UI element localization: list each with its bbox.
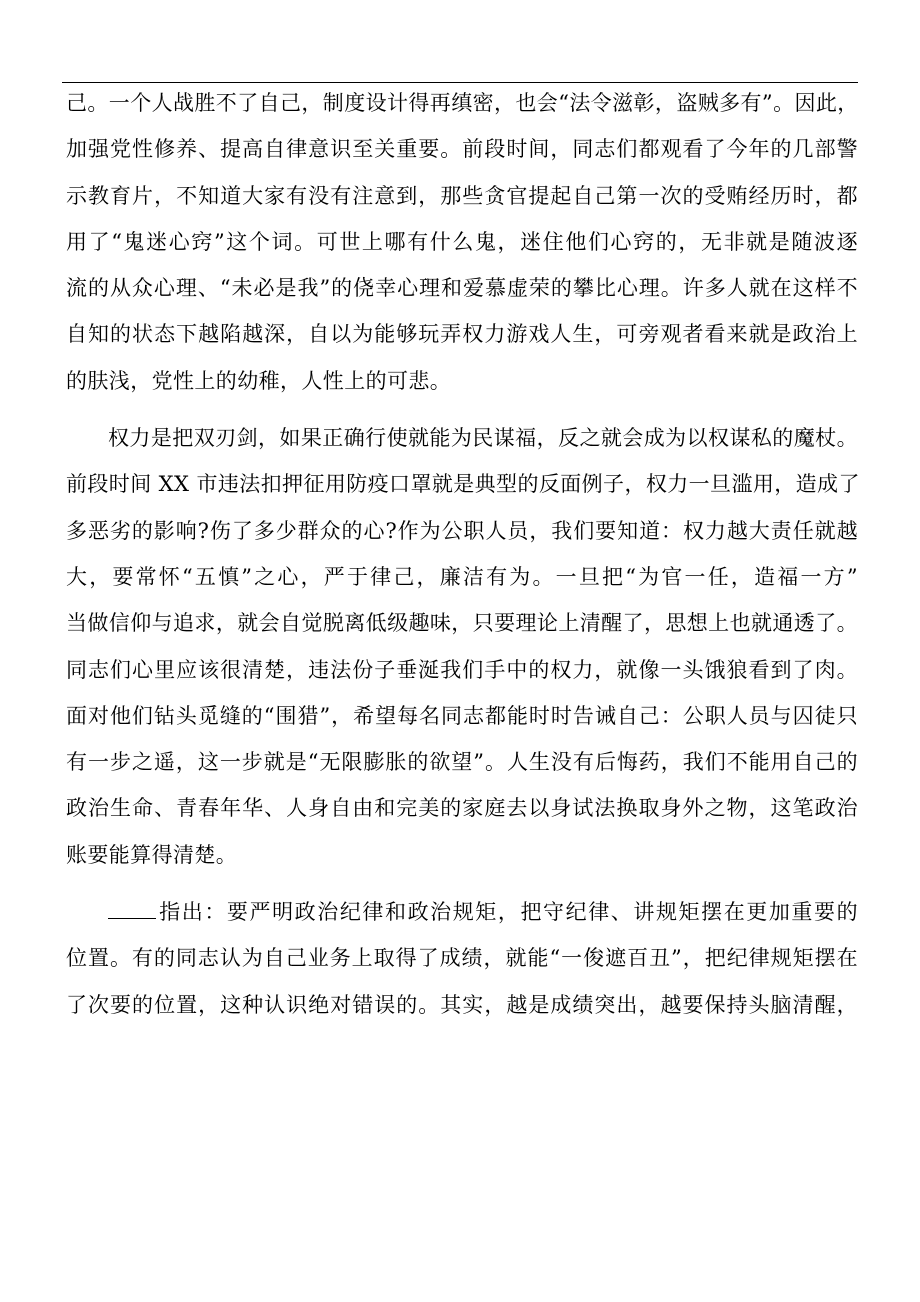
text-line: 账要能算得清楚。 (66, 842, 238, 867)
text-line: 位置。有的同志认为自己业务上取得了成绩，就能“一俊遮百丑”，把纪律规矩摆在 (66, 946, 858, 971)
paragraph-3 (66, 889, 858, 1028)
text-line: 用了“鬼迷心窍”这个词。可世上哪有什么鬼，迷住他们心窍的，无非就是随波逐 (66, 229, 858, 254)
text-line-content: 指出：要严明政治纪律和政治规矩，把守纪律、讲规矩摆在更加重要的 (158, 900, 858, 925)
text-line: 流的从众心理、“未必是我”的侥幸心理和爱慕虚荣的攀比心理。许多人就在这样不 (66, 276, 858, 301)
text-line: 面对他们钻头觅缝的“围猎”，希望每名同志都能时时告诫自己：公职人员与囚徒只 (66, 703, 858, 728)
blank-underline (108, 896, 156, 919)
text-line: 有一步之遥，这一步就是“无限膨胀的欲望”。人生没有后悔药，我们不能用自己的 (66, 750, 858, 775)
text-line: 当做信仰与追求，就会自觉脱离低级趣味，只要理论上清醒了，思想上也就通透了。 (66, 611, 858, 636)
text-line: 大，要常怀“五慎”之心，严于律己，廉洁有为。一旦把“为官一任，造福一方” (66, 564, 858, 589)
text-line: 自知的状态下越陷越深，自以为能够玩弄权力游戏人生，可旁观者看来就是政治上 (66, 322, 858, 347)
text-line (66, 889, 858, 935)
text-line: 的肤浅，党性上的幼稚，人性上的可悲。 (66, 368, 452, 393)
text-line: 同志们心里应该很清楚，违法份子垂涎我们手中的权力，就像一头饿狼看到了肉。 (66, 657, 858, 682)
text-line: 多恶劣的影响?伤了多少群众的心?作为公职人员，我们要知道：权力越大责任就越 (66, 518, 858, 543)
paragraph-spacing (66, 404, 858, 415)
text-line: 示教育片，不知道大家有没有注意到，那些贪官提起自己第一次的受贿经历时，都 (66, 183, 858, 208)
text-line: 己。一个人战胜不了自己，制度设计得再缜密，也会“法令滋彰，盗贼多有”。因此， (66, 91, 859, 115)
text-line: 了次要的位置，这种认识绝对错误的。其实，越是成绩突出，越要保持头脑清醒， (66, 992, 858, 1017)
paragraph-spacing (66, 878, 858, 889)
text-line: 政治生命、青春年华、人身自由和完美的家庭去以身试法换取身外之物，这笔政治 (66, 796, 858, 821)
text-line: 加强党性修养、提高自律意识至关重要。前段时间，同志们都观看了今年的几部警 (66, 137, 858, 162)
paragraph-1 (66, 80, 858, 404)
text-line: 前段时间 XX 市违法扣押征用防疫口罩就是典型的反面例子，权力一旦滥用，造成了 (66, 472, 860, 497)
text-line: 权力是把双刃剑，如果正确行使就能为民谋福，反之就会成为以权谋私的魔杖。 (108, 426, 858, 451)
paragraph-2 (66, 415, 858, 878)
body-text (66, 80, 858, 1028)
